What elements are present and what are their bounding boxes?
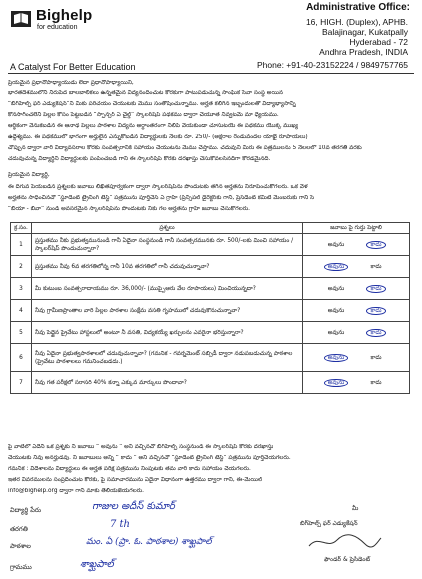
answer-no[interactable] (356, 354, 396, 362)
answer-no[interactable] (356, 263, 396, 271)
answer-no[interactable] (356, 379, 396, 387)
paragraph-line: చొప్పున ద్వారా వారి విద్యావసరాల కొరకు సంవత్సరానికి సహాయం చేయుటను మేము చేస్తాము. చదువుని మీరు ఈ పత్రములను 5 నెలలలో 10వ తరగతి వరకు (8, 145, 362, 151)
question-number: 4 (11, 300, 32, 322)
table-row (11, 344, 410, 372)
paragraph-line: అర్హతను సాధించినచో “స్టూడెంట్ ట్రైనింగ్ టెస్ట్” పత్రమును పూర్తిచేసి ఏ గ్రాహీ (ప్రిన్సిపల్ డైరెక్టర్‌కు గాని, ప్రెసిడెంట్ కమిటీ మెంబరుకు గాని సే (8, 195, 315, 201)
class-value: 7 th (110, 519, 130, 530)
question-number: 6 (11, 344, 32, 372)
question-number: 7 (11, 372, 32, 394)
table-row (11, 322, 410, 344)
table-row (11, 278, 410, 300)
paragraph-line: గమనిక : విదేశాలను విద్యార్థులు ఈ అర్హత పరీక్ష పత్రమును నింపుటకు తమ వారి కాదు సహాయం చేయగలరు. (8, 466, 251, 472)
answer-yes-label: అవును (327, 307, 345, 314)
column-header-question: ప్రశ్నలు (32, 223, 303, 234)
answer-options (303, 300, 410, 322)
answer-options (303, 256, 410, 278)
paragraph-line: ఇతర వివరములను సంప్రదించుట కొరకు, పై సమాచారమును ఏదైనా విధానంగా ఉత్తరము ద్వారా గాని, ఈ-మెయిల్ (8, 477, 263, 483)
eligibility-table (10, 222, 410, 394)
table-row (11, 300, 410, 322)
office-title: Administrative Office: (306, 2, 410, 13)
paragraph-line: పై వాటిలో ఏదేని ఒక ప్రశ్నకు నీ జవాబు “ అవును ” అని వచ్చినచో బిగ్‌హెల్ప్ సంస్థనుండి ఈ స్కాలర్‌షిప్‌ కొరకు దరఖాస్తు (8, 444, 274, 450)
phone-number: Phone: +91-40-23152224 / 9849757765 (256, 60, 408, 70)
answer-no[interactable] (356, 241, 396, 249)
address-line: Balajinagar, Kukatpally (321, 27, 408, 37)
answer-yes-label: అవును (324, 379, 349, 387)
paragraph-line: చేయుటకు నీవు అనర్హుడవు. నీ జవాబులు అన్నీ “ కాదు ” అని వచ్చినచో “స్టూడెంట్ ట్రైనింగ్ టెస్ట్” పత్రమును పూర్తిచేయగలరు. (8, 455, 291, 461)
answer-yes[interactable] (316, 354, 356, 362)
closing: మీ (352, 505, 359, 512)
brand-subtitle: for education (37, 24, 78, 31)
bighelp-logo-icon (10, 8, 32, 30)
founder-title: ఫౌండర్ & ప్రెసిడెంట్ (324, 556, 371, 563)
paragraph-line: ఈ దిగువ పేయబడిన ప్రశ్నలకు జవాబు లిఖితపూర్వకంగా ద్వారా స్కాలర్‌షిప్‌ను పొందుటకు తగిన అర్హతను నిరూపించుకోగలరు. ఒక వేళ (8, 184, 308, 190)
question-text: నీవు గత పరీక్షలో సరాసరి 40% కన్నా ఎక్కువ మార్కులు పొందావా? (32, 372, 303, 394)
paragraph-line: “బియా - బీవా” నుండి అవసరమైన స్కాలర్‌షిప్‌ను పొందుటకు నీకు గల అర్హతను గ్రాహీ జవాబు చేసుకోగలరు. (8, 206, 251, 212)
school-label: పాఠశాల (10, 542, 31, 550)
answer-options (303, 372, 410, 394)
answer-yes-label: అవును (327, 241, 345, 248)
paragraph-line: భారతదేశములోని నిరుపేద బాలబాలికలు ఉన్నతమైన విద్యనందించుట కొరకుగా పాటుపడుచున్న సాంఘిక సేవా సంస్థ అయిన (8, 90, 283, 96)
answer-no[interactable] (356, 285, 396, 293)
answer-options (303, 322, 410, 344)
village-label: గ్రామము (10, 563, 32, 571)
question-text: నీవు పెద్దైన ప్రైవేటు హాస్టలులో అంటూ నీ వసతి, విద్యకయ్యే ఖర్చులను ఎవరైనా భరిస్తున్నారా? (32, 322, 303, 344)
address-line: 16, HIGH. (Duplex), APHB. (305, 17, 408, 27)
answer-yes-label: అవును (324, 263, 349, 271)
address-line: Hyderabad - 72 (349, 37, 408, 47)
question-number: 3 (11, 278, 32, 300)
student-name-label: విద్యార్థి పేరు (10, 506, 42, 514)
answer-options (303, 234, 410, 256)
answer-no-label: కాదు (370, 263, 382, 270)
question-text: ప్రస్తుతము నీకు ప్రభుత్వమునుండి గానీ ఏదైనా సంస్థనుండి గానీ సంవత్సరమునకు రూ. 500/-లకు మించి సహాయం / స్కాలర్‌షిప్ పొందుచున్నారా? (32, 234, 303, 256)
paragraph-line: చదువుచున్న విద్యార్థినీ విద్యార్థులకు పంపించబడి గాని ఈ స్కాలర్‌షిప్ కొరకు దరఖాస్తు చేసుకోవలసినదిగా కోరడమైనది. (8, 156, 271, 162)
paragraph-line: “బిగ్‌హెల్ప్ ఫర్ ఎడ్యుకేషన్”ని మీకు పరిచయం చేయుటకు మేము సంతోషించున్నాము. అర్హత కలిగిన ఇబ్బందులతో విద్యాభ్యాసాన్ని (8, 101, 296, 107)
student-name-value: గాజుల అదీస్ కుమార్ (92, 501, 175, 512)
table-header-row (11, 223, 410, 234)
answer-no-label: కాదు (366, 307, 385, 315)
answer-yes-label: అవును (324, 354, 349, 362)
salutation: ప్రియమైన ప్రధానోపాధ్యాయుడు లేదా ప్రధానోపాధ్యాయిని, (8, 80, 134, 86)
header-divider (8, 73, 414, 74)
answer-yes[interactable] (316, 285, 356, 293)
class-label: తరగతి (10, 525, 28, 533)
paragraph-line: ఉద్దేశ్యము. ఈ పథకములో భాగంగా అర్హులైన ఎన్నుకోబడిన విద్యార్థులకు నెలకు రూ. 250/- (అక్షరాల రెండువందల యాభై రూపాయలు) (8, 134, 308, 140)
question-number: 2 (11, 256, 32, 278)
answer-no-label: కాదు (366, 329, 385, 337)
answer-options (303, 278, 410, 300)
answer-yes[interactable] (316, 263, 356, 271)
answer-yes[interactable] (316, 379, 356, 387)
question-number: 1 (11, 234, 32, 256)
brand-name: Bighelp (36, 7, 93, 24)
answer-no[interactable] (356, 307, 396, 315)
answer-yes-label: అవును (327, 285, 345, 292)
organization-name: బిగ్‌హెల్ప్ ఫర్ ఎడ్యుకేషన్ (300, 520, 358, 527)
table-row (11, 256, 410, 278)
answer-no[interactable] (356, 329, 396, 337)
answer-yes[interactable] (316, 329, 356, 337)
table-row (11, 372, 410, 394)
answer-options (303, 344, 410, 372)
question-text: నీవు గ్రామీణప్రాంతాల వారి పిల్లల పాఠశాల సంక్షేమ వసతి గృహములో చదువుకొనుచున్నావా? (32, 300, 303, 322)
salutation: ప్రియమైన విద్యార్థి, (8, 172, 50, 178)
question-text: మీ కుటుంబ సంవత్సరాదాయము రూ. 36,000/- (ముప్పైఆరు వేల రూపాయలు) మించియున్నదా? (32, 278, 303, 300)
answer-no-label: కాదు (370, 379, 382, 386)
question-text: నీవు ఏదైనా ప్రభుత్వపాఠశాలలో చదువుచున్నావా? (గమనిక - గవర్నమెంట్ సబ్సిడీ ద్వారా నడుపబడుచున్న పాఠశాల (ప్రైవేటు పాఠశాలలు గమనించబడదు.) (32, 344, 303, 372)
village-value: శాఖ్ఘపాల్ (80, 559, 114, 570)
paragraph-line: ఆర్థికంగా వెనుకబడిన ఈ ఆనాథ పిల్లలు పాఠశాల విద్యను అర్థాంతరంగా నిలిపి వేయకుండా చూసుటయే ఈ పథకము యొక్క ముఖ్య (8, 123, 299, 129)
table-row (11, 234, 410, 256)
question-text: ప్రస్తుతము నీవు 6వ తరగతిలోన్న గానీ 10వ తరగతిలో గానీ చదువుచున్నావా? (32, 256, 303, 278)
answer-no-label: కాదు (366, 285, 385, 293)
column-header-number: క్ర.సం. (11, 223, 32, 234)
signature-icon (305, 530, 385, 552)
tagline: A Catalyst For Better Education (10, 62, 136, 72)
school-value: మం. ఏ (ప్రా. ఓ. పాఠశాల) శాఖ్ఘపాల్ (86, 537, 212, 547)
question-number: 5 (11, 322, 32, 344)
address-line: Andhra Pradesh, INDIA (319, 47, 408, 57)
column-header-answer: జవాబు పై గుర్తు పెట్టాలి (303, 223, 410, 234)
answer-yes[interactable] (316, 241, 356, 249)
paragraph-line: కొనసాగించలేని పిల్లల కోసం పెట్టబడిన “స్పాన్సర్ ఏ చైల్డ్” స్కాలర్‌షిప్ పథకము ద్వారా చేయూత నివ్వటమే మా ధ్యేయము. (8, 112, 279, 118)
answer-no-label: కాదు (366, 241, 385, 249)
answer-no-label: కాదు (370, 354, 382, 361)
answer-yes-label: అవును (327, 329, 345, 336)
paragraph-line: info@bighelp.org ద్వారా గాని మాకు తెలియజేయగలరు. (8, 488, 144, 494)
answer-yes[interactable] (316, 307, 356, 315)
